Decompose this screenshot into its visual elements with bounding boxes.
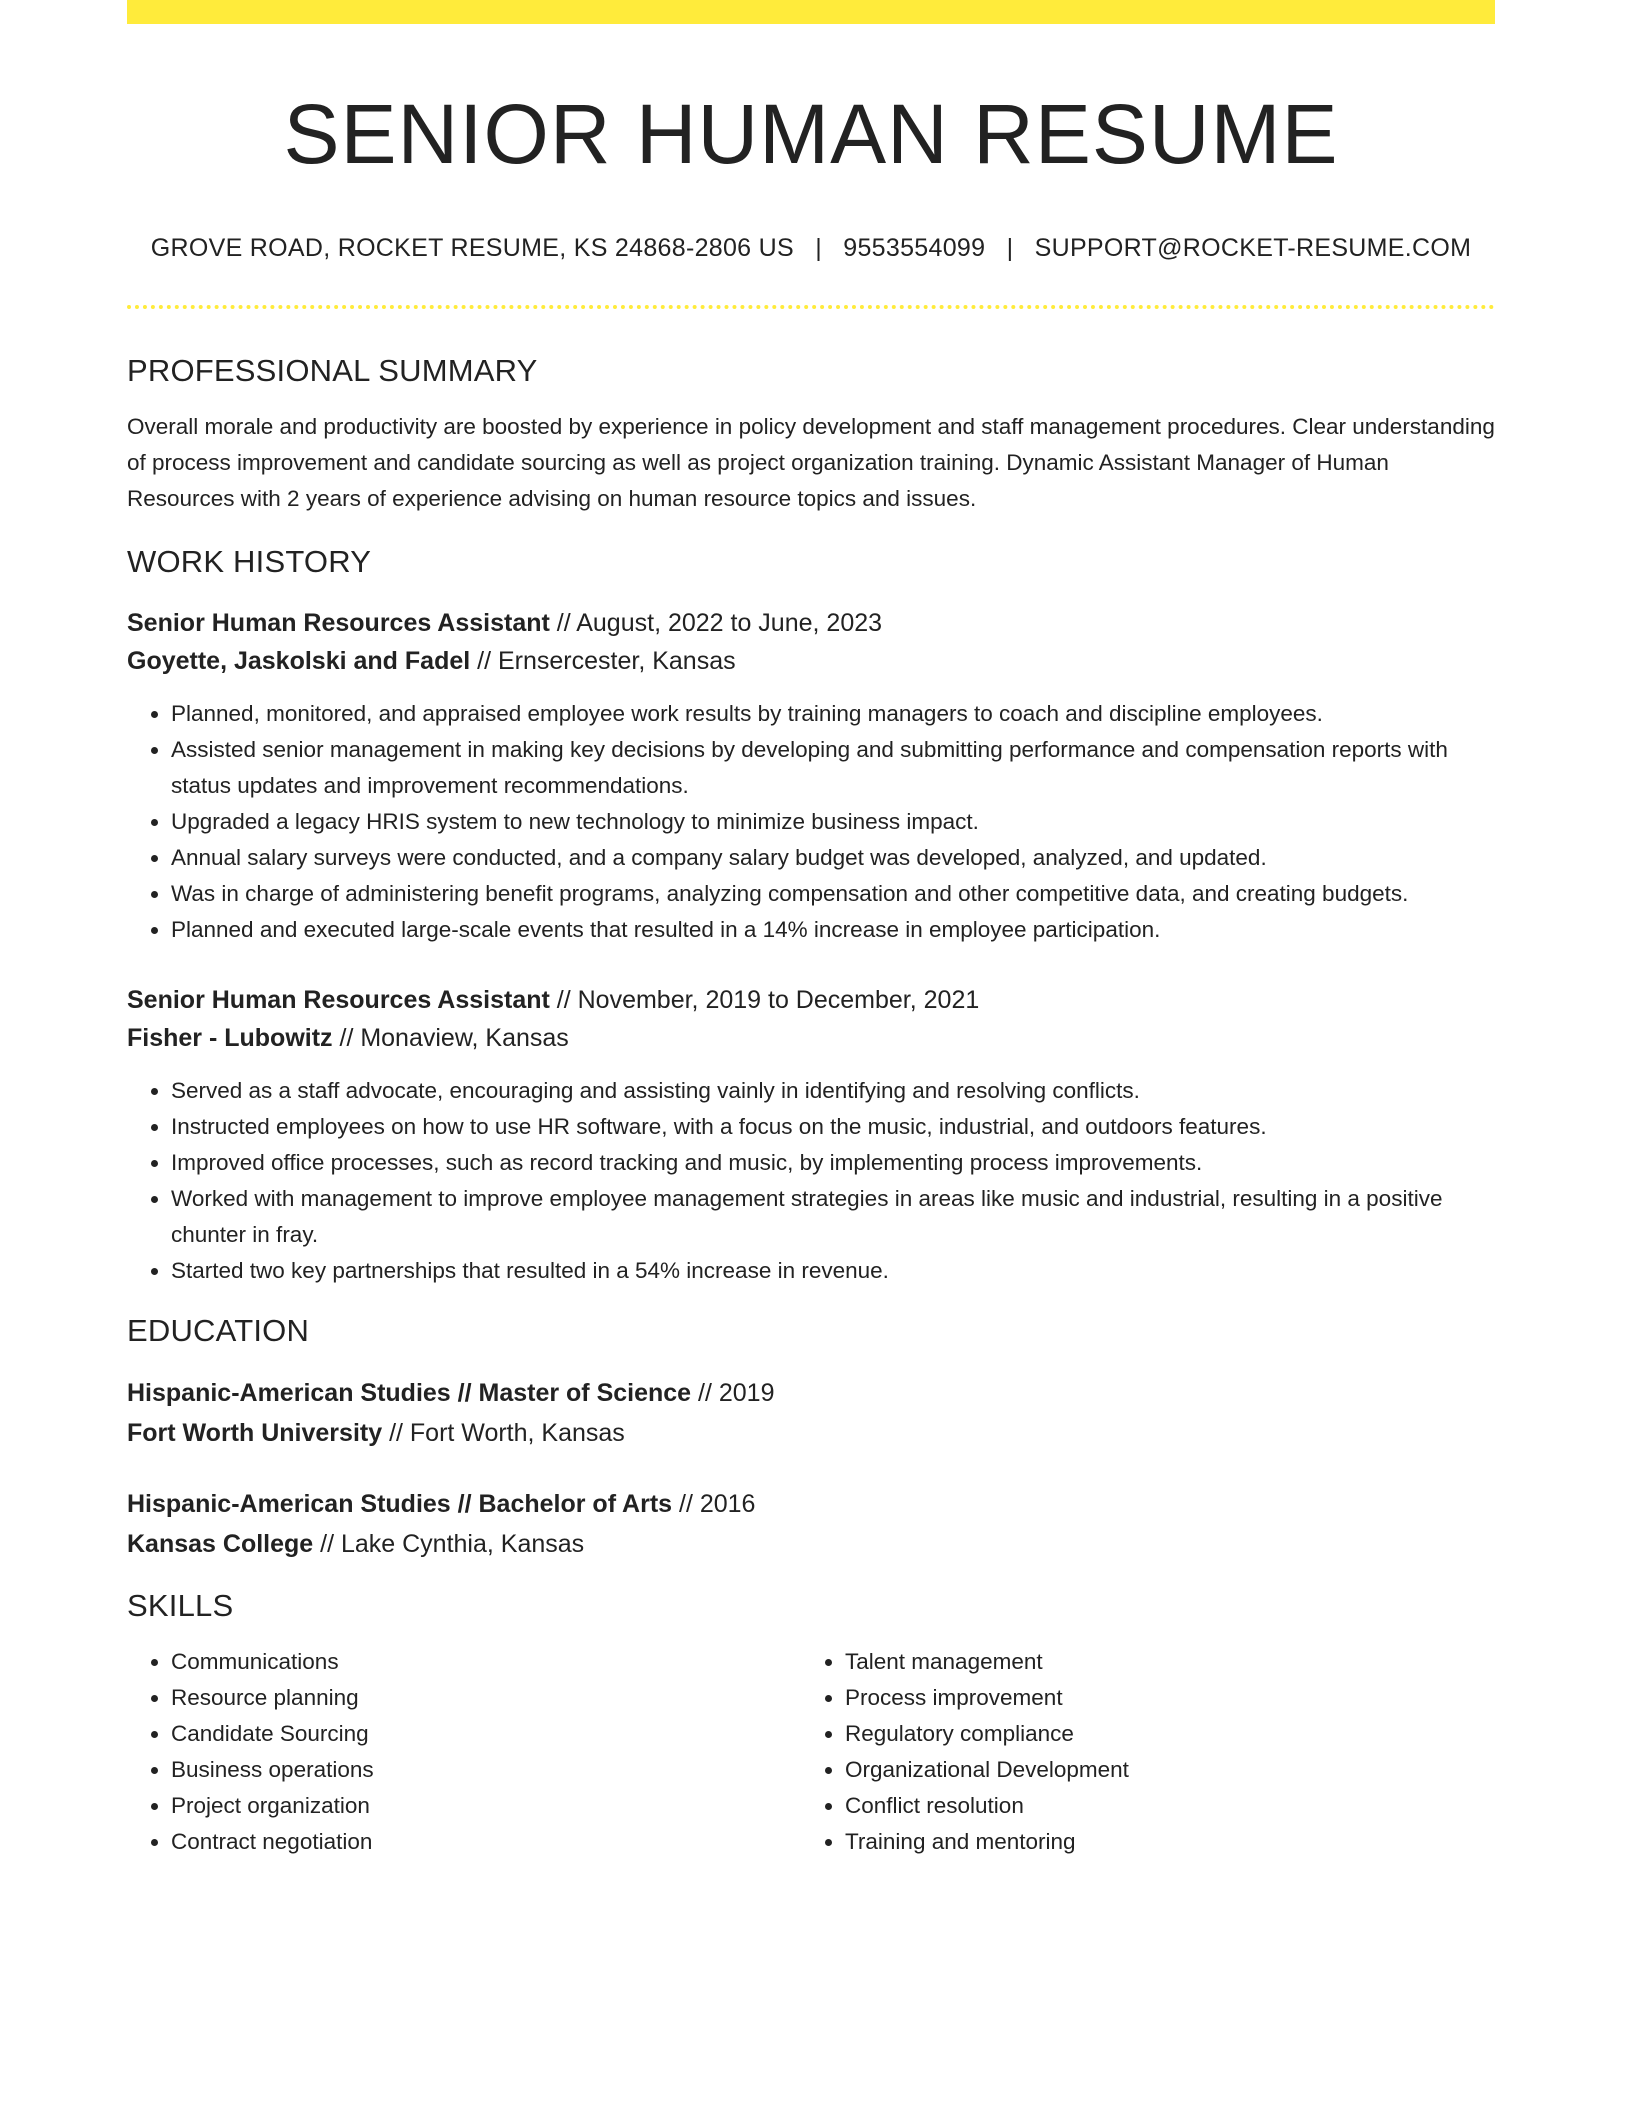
summary-heading: PROFESSIONAL SUMMARY <box>127 353 538 388</box>
contact-phone: 9553554099 <box>843 234 986 262</box>
resume-name: SENIOR HUMAN RESUME <box>283 87 1339 181</box>
job-company: Fisher - Lubowitz <box>127 1024 333 1052</box>
education-degree-line <box>127 1484 1495 1524</box>
education-location: // Lake Cynthia, Kansas <box>313 1530 585 1558</box>
skill-item: • Candidate Sourcing <box>171 1716 801 1752</box>
job-role-line <box>127 981 1495 1019</box>
job-company: Goyette, Jaskolski and Fadel <box>127 647 471 675</box>
education-year: // 2016 <box>672 1490 756 1518</box>
education-school-line <box>127 1524 1495 1564</box>
job-bullet: • Upgraded a legacy HRIS system to new technology to minimize business impact. <box>171 804 1495 840</box>
job-role: Senior Human Resources Assistant <box>127 986 550 1014</box>
contact-separator: | <box>1006 234 1014 262</box>
education-degree-line <box>127 1373 1495 1413</box>
job-entry <box>127 604 1495 948</box>
job-bullet: • Worked with management to improve employee management strategies in areas like music and industrial, resulting in a positive chunter in fray. <box>171 1181 1495 1253</box>
education-school: Fort Worth University <box>127 1419 383 1447</box>
skill-item: • Conflict resolution <box>845 1788 1475 1824</box>
skill-item: • Contract negotiation <box>171 1824 801 1860</box>
job-company-line <box>127 1019 1495 1057</box>
education-entry <box>127 1484 1495 1564</box>
job-bullet: • Was in charge of administering benefit programs, analyzing compensation and other competitive data, and creating budgets. <box>171 876 1495 912</box>
skills-list-left <box>127 1644 801 1860</box>
skills-heading: SKILLS <box>127 1588 234 1623</box>
education-school-line <box>127 1413 1495 1453</box>
contact-line <box>127 231 1495 265</box>
job-dates: // November, 2019 to December, 2021 <box>549 986 980 1014</box>
dotted-divider <box>127 305 1495 309</box>
summary-text: Overall morale and productivity are boosted by experience in policy development and staff management procedures. Clear understanding of process improvement and candidate sourcing as well as project organization training. Dynamic Assistant Manager of Human Resources with 2 years of experience advising on human resource topics and issues. <box>127 414 1495 511</box>
job-company-line <box>127 642 1495 680</box>
resume-page <box>127 0 1495 1860</box>
job-location: // Ernsercester, Kansas <box>470 647 736 675</box>
job-bullet: • Started two key partnerships that resulted in a 54% increase in revenue. <box>171 1253 1495 1289</box>
skill-item: • Process improvement <box>845 1680 1475 1716</box>
skills-columns <box>127 1644 1495 1860</box>
skill-item: • Organizational Development <box>845 1752 1475 1788</box>
job-role: Senior Human Resources Assistant <box>127 609 550 637</box>
education-degree: Hispanic-American Studies // Master of Science <box>127 1379 692 1407</box>
education-school: Kansas College <box>127 1530 314 1558</box>
job-bullet: • Annual salary surveys were conducted, and a company salary budget was developed, analyzed, and updated. <box>171 840 1495 876</box>
education-entry <box>127 1373 1495 1453</box>
education-location: // Fort Worth, Kansas <box>382 1419 625 1447</box>
job-bullet: • Improved office processes, such as record tracking and music, by implementing process improvements. <box>171 1145 1495 1181</box>
accent-top-bar <box>127 0 1495 24</box>
education-year: // 2019 <box>691 1379 775 1407</box>
skill-item: • Resource planning <box>171 1680 801 1716</box>
education-degree: Hispanic-American Studies // Bachelor of Arts <box>127 1490 673 1518</box>
job-bullets <box>127 1073 1495 1289</box>
skill-item: • Business operations <box>171 1752 801 1788</box>
education-heading: EDUCATION <box>127 1313 310 1348</box>
job-bullet: • Served as a staff advocate, encouraging and assisting vainly in identifying and resolving conflicts. <box>171 1073 1495 1109</box>
job-entry <box>127 981 1495 1289</box>
skills-list-right <box>801 1644 1475 1860</box>
skill-item: • Regulatory compliance <box>845 1716 1475 1752</box>
skill-item: • Communications <box>171 1644 801 1680</box>
contact-separator: | <box>815 234 823 262</box>
job-bullet: • Assisted senior management in making key decisions by developing and submitting performance and compensation reports with status updates and improvement recommendations. <box>171 732 1495 804</box>
job-role-line <box>127 604 1495 642</box>
job-bullet: • Planned and executed large-scale events that resulted in a 14% increase in employee participation. <box>171 912 1495 948</box>
skill-item: • Talent management <box>845 1644 1475 1680</box>
job-bullets <box>127 696 1495 948</box>
contact-address: GROVE ROAD, ROCKET RESUME, KS 24868-2806 US <box>150 234 794 262</box>
contact-email: SUPPORT@ROCKET-RESUME.COM <box>1034 234 1472 262</box>
job-location: // Monaview, Kansas <box>332 1024 569 1052</box>
job-dates: // August, 2022 to June, 2023 <box>549 609 883 637</box>
job-bullet: • Planned, monitored, and appraised employee work results by training managers to coach and discipline employees. <box>171 696 1495 732</box>
skill-item: • Training and mentoring <box>845 1824 1475 1860</box>
work-history-heading: WORK HISTORY <box>127 544 372 579</box>
skill-item: • Project organization <box>171 1788 801 1824</box>
job-bullet: • Instructed employees on how to use HR software, with a focus on the music, industrial, and outdoors features. <box>171 1109 1495 1145</box>
